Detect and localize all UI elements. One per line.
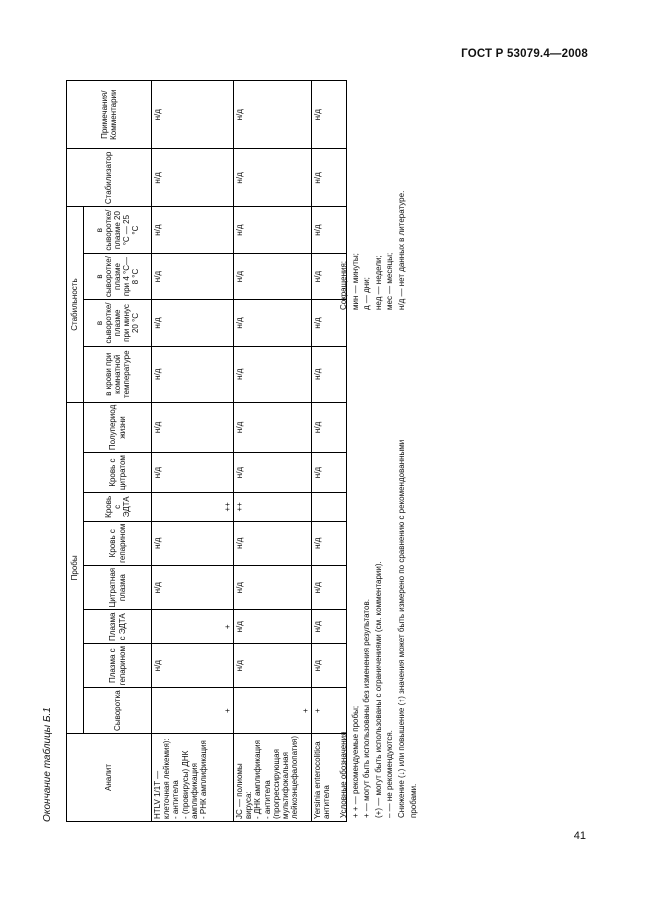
probe-cell: н/д <box>234 565 312 610</box>
rotated-table-region <box>42 80 453 822</box>
note-line: пробами. <box>408 783 418 818</box>
stability-cell: н/д <box>312 207 347 253</box>
abbreviation-line: н/д — нет данных в литературе. <box>396 190 406 310</box>
comments-cell: н/д <box>152 81 234 149</box>
probe-cell: + <box>152 688 234 734</box>
probe-header-edta-plasma: Плазма с ЭДТА <box>84 610 152 644</box>
probes-group-header: Пробы <box>67 402 84 733</box>
probe-header-citrate-blood: Кровь с цитратом <box>84 453 152 493</box>
stability-cell: н/д <box>152 346 234 402</box>
probe-header-edta-blood: Кровь с ЭДТА <box>84 493 152 522</box>
stability-cell: н/д <box>234 253 312 299</box>
comments-cell: н/д <box>234 81 312 149</box>
note-line: + + — рекомендуемые пробы; <box>350 705 360 818</box>
stability-cell: н/д <box>312 346 347 402</box>
probe-cell: н/д <box>312 610 347 644</box>
stabilizer-header: Стабилизатор <box>67 149 152 207</box>
note-line: – — не рекомендуются. <box>385 730 395 818</box>
stability-group-header: Стабильность <box>67 207 84 402</box>
probe-cell: н/д <box>152 521 234 565</box>
data-table <box>66 80 347 822</box>
probe-cell: н/д <box>234 521 312 565</box>
probe-header-citrate-plasma: Цитратная плазма <box>84 565 152 610</box>
stability-cell: н/д <box>312 253 347 299</box>
abbreviation-line: нед — недели; <box>373 255 383 310</box>
stability-cell: н/д <box>152 300 234 346</box>
stability-cell: н/д <box>234 207 312 253</box>
probe-cell: н/д <box>312 521 347 565</box>
probe-cell: + <box>312 688 347 734</box>
abbreviations <box>338 110 408 310</box>
probe-cell: н/д <box>312 644 347 688</box>
abbreviation-line: мин — минуты; <box>350 253 360 310</box>
probe-cell: н/д <box>312 453 347 493</box>
table-row <box>234 81 312 822</box>
note-line: (+) — могут быть использованы с ограничениями (см. комментарии). <box>373 561 383 818</box>
table-row <box>152 81 234 822</box>
probe-cell: н/д <box>152 565 234 610</box>
probe-cell: н/д <box>234 453 312 493</box>
standard-header: ГОСТ Р 53079.4—2008 <box>461 48 588 60</box>
probe-header-heparin-plasma: Плазма с гепарином <box>84 644 152 688</box>
probe-cell: н/д <box>152 402 234 452</box>
probe-cell: н/д <box>152 644 234 688</box>
stability-header-20-25: в сыворотке/плазме 20 °С — 25 °С <box>84 207 152 253</box>
abbreviation-line: мес — месяцы; <box>385 252 395 310</box>
stability-header-minus20: в сыворотке/плазме при минус 20 °С <box>84 300 152 346</box>
analyte-cell: Yersinia enterocolitica антитела <box>312 733 347 821</box>
header-group-row <box>67 81 84 822</box>
probe-cell: н/д <box>312 565 347 610</box>
stability-cell: н/д <box>234 346 312 402</box>
probe-header-heparin-blood: Кровь с гепарином <box>84 521 152 565</box>
probe-cell: ++ <box>234 493 312 522</box>
note-line: Снижение (↓) или повышение (↑) значения может быть измерено по сравнению с рекомендованными <box>396 439 406 818</box>
probe-cell: ++ <box>152 493 234 522</box>
probe-cell: + <box>152 610 234 644</box>
analyte-cell: JC — полиомы вируса: - ДНК амплификация - антитела (прогрессирующая мультифокальная лейкоэнцефалопатия) <box>234 733 312 821</box>
comments-cell: н/д <box>312 81 347 149</box>
probe-header-half-life: Полупериод жизни <box>84 402 152 452</box>
stabilizer-cell: н/д <box>312 149 347 207</box>
probe-cell: н/д <box>234 402 312 452</box>
probe-cell: н/д <box>312 402 347 452</box>
stability-cell: н/д <box>312 300 347 346</box>
probe-cell: + <box>234 688 312 734</box>
stability-header-blood-room: в крови при комнатной температуре <box>84 346 152 402</box>
table-caption: Окончание таблицы Б.1 <box>42 707 53 822</box>
notes-title: Условные обозначения <box>339 731 348 818</box>
comments-header: Примечания/Комментарии <box>67 81 152 149</box>
stability-cell: н/д <box>152 207 234 253</box>
abbreviations-title: Сокращения: <box>339 260 348 310</box>
probe-cell: н/д <box>234 644 312 688</box>
analyte-header: Аналит <box>67 733 152 821</box>
stability-cell: н/д <box>152 253 234 299</box>
probe-header-serum: Сыворотка <box>84 688 152 734</box>
stability-header-4-8: в сыворотке/плазме при 4 °С—8 °С <box>84 253 152 299</box>
page-number: 41 <box>573 830 586 842</box>
abbreviation-line: д — дни; <box>362 277 372 310</box>
stabilizer-cell: н/д <box>152 149 234 207</box>
stability-cell: н/д <box>234 300 312 346</box>
probe-cell: н/д <box>234 610 312 644</box>
analyte-cell: HTLV 1/1T — клеточная лейкемия): - антитела - (провирусы) ДНК амплификация - РНК амплификация <box>152 733 234 821</box>
probe-cell: н/д <box>152 453 234 493</box>
stabilizer-cell: н/д <box>234 149 312 207</box>
note-line: + — могут быть использованы без изменения результатов. <box>362 599 372 818</box>
